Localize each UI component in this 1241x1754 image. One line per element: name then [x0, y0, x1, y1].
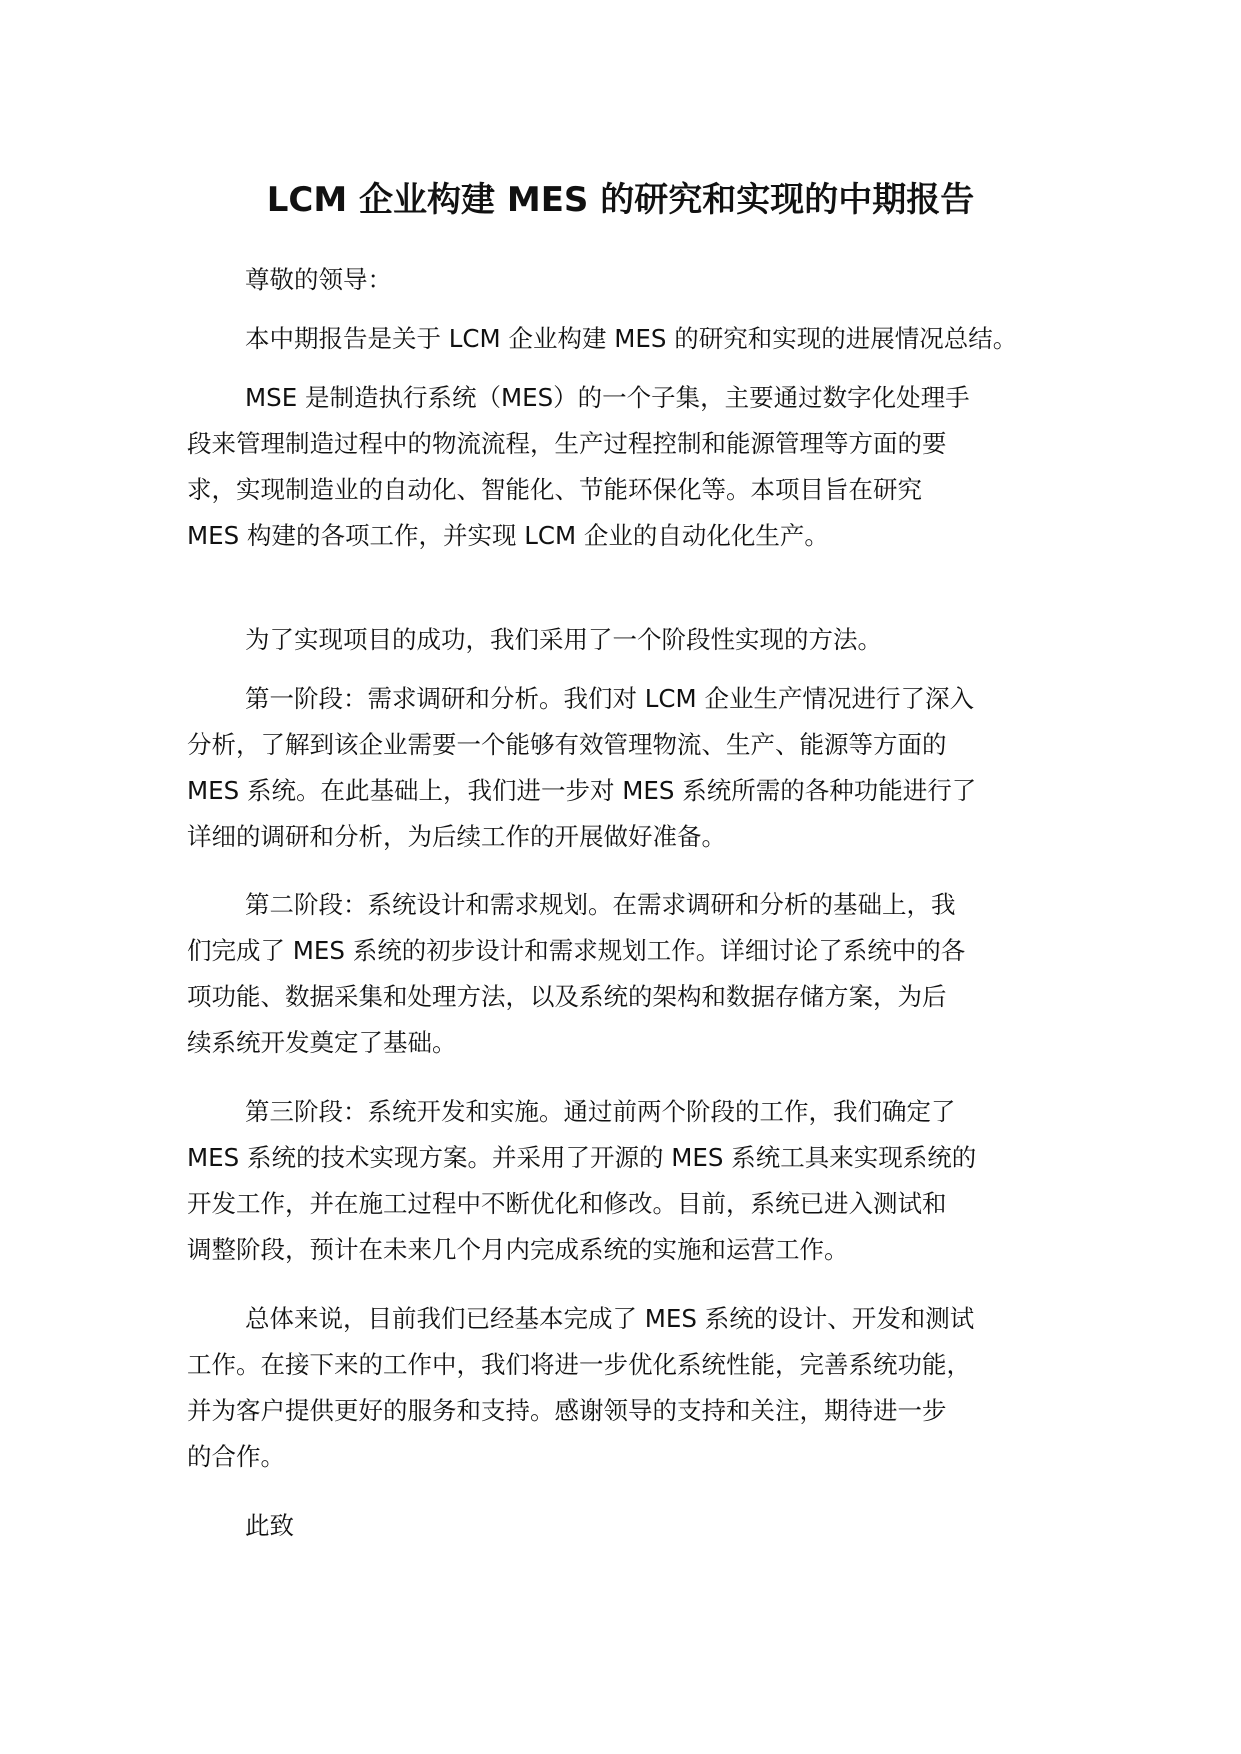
- paragraph-line: 开发工作，并在施工过程中不断优化和修改。目前，系统已进入测试和: [187, 1189, 947, 1218]
- paragraph-line: MES 系统的技术实现方案。并采用了开源的 MES 系统工具来实现系统的: [187, 1143, 977, 1172]
- paragraph-line: 此致: [245, 1511, 294, 1540]
- paragraph-line: 求，实现制造业的自动化、智能化、节能环保化等。本项目旨在研究: [187, 475, 922, 504]
- paragraph-line: 们完成了 MES 系统的初步设计和需求规划工作。详细讨论了系统中的各: [187, 936, 966, 965]
- paragraph-line: 续系统开发奠定了基础。: [187, 1028, 457, 1057]
- intro-paragraph: [187, 316, 1017, 362]
- paragraph-line: MES 构建的各项工作，并实现 LCM 企业的自动化化生产。: [187, 521, 829, 550]
- paragraph-line: 调整阶段，预计在未来几个月内完成系统的实施和运营工作。: [187, 1235, 849, 1264]
- mse-paragraph: [187, 375, 970, 559]
- stage-two-paragraph: [187, 882, 965, 1066]
- paragraph-line: MES 系统。在此基础上，我们进一步对 MES 系统所需的各种功能进行了: [187, 776, 977, 805]
- paragraph-line: 本中期报告是关于 LCM 企业构建 MES 的研究和实现的进展情况总结。: [245, 324, 1018, 353]
- paragraph-line: 为了实现项目的成功，我们采用了一个阶段性实现的方法。: [245, 625, 882, 654]
- paragraph-line: 第一阶段：需求调研和分析。我们对 LCM 企业生产情况进行了深入: [245, 684, 974, 713]
- paragraph-line: MSE 是制造执行系统（MES）的一个子集，主要通过数字化处理手: [245, 383, 970, 412]
- paragraph-line: 分析，了解到该企业需要一个能够有效管理物流、生产、能源等方面的: [187, 730, 947, 759]
- paragraph-line: 详细的调研和分析，为后续工作的开展做好准备。: [187, 822, 726, 851]
- paragraph-line: 工作。在接下来的工作中，我们将进一步优化系统性能，完善系统功能，: [187, 1350, 971, 1379]
- paragraph-line: 的合作。: [187, 1442, 285, 1471]
- method-paragraph: [187, 617, 882, 663]
- paragraph-line: 尊敬的领导：: [245, 265, 392, 294]
- paragraph-line: 并为客户提供更好的服务和支持。感谢领导的支持和关注，期待进一步: [187, 1396, 947, 1425]
- paragraph-line: 第三阶段：系统开发和实施。通过前两个阶段的工作，我们确定了: [245, 1097, 956, 1126]
- paragraph-line: 第二阶段：系统设计和需求规划。在需求调研和分析的基础上，我: [245, 890, 956, 919]
- paragraph-line: 段来管理制造过程中的物流流程，生产过程控制和能源管理等方面的要: [187, 429, 947, 458]
- paragraph-line: 项功能、数据采集和处理方法，以及系统的架构和数据存储方案，为后: [187, 982, 947, 1011]
- stage-three-paragraph: [187, 1089, 976, 1273]
- closing-paragraph: [187, 1503, 294, 1549]
- salutation-paragraph: [187, 257, 392, 303]
- stage-one-paragraph: [187, 676, 976, 860]
- document-title: LCM 企业构建 MES 的研究和实现的中期报告: [266, 180, 975, 220]
- summary-paragraph: [187, 1296, 974, 1480]
- paragraph-line: 总体来说，目前我们已经基本完成了 MES 系统的设计、开发和测试: [245, 1304, 975, 1333]
